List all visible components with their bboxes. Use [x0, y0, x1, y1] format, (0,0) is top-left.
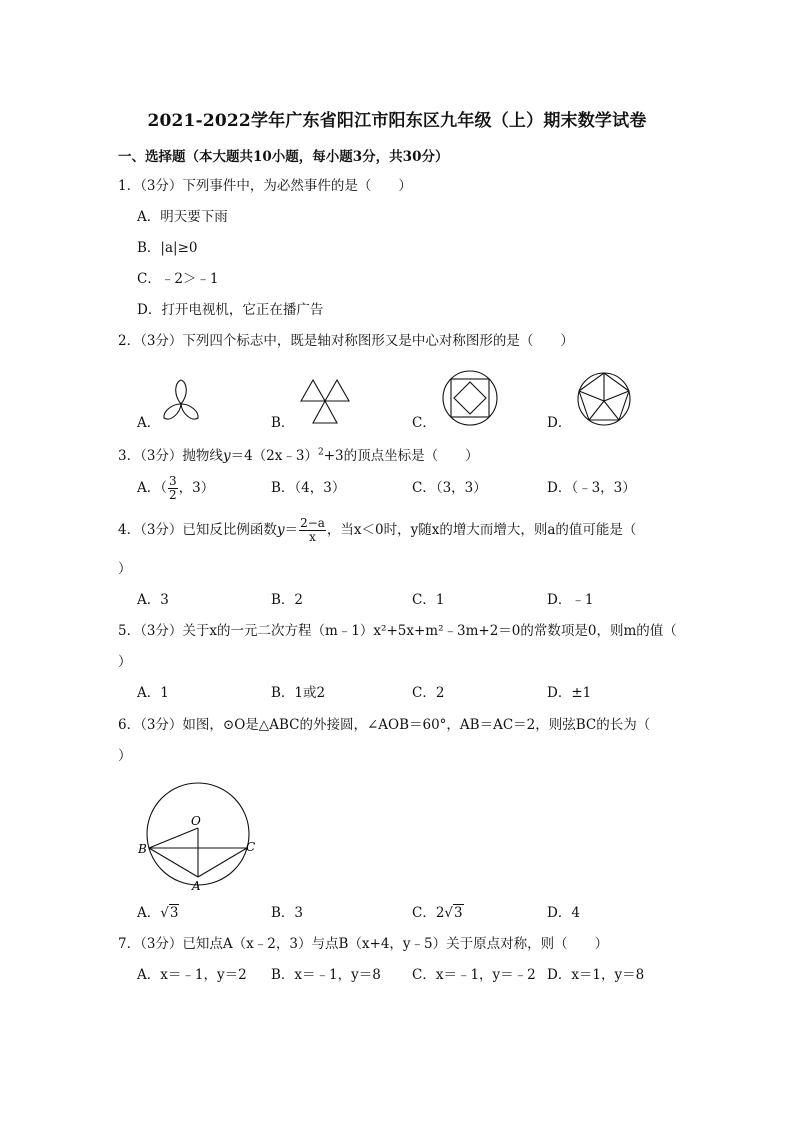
question-7-option-c: C．x＝﹣1，y＝﹣2 — [412, 967, 536, 983]
radicand: 3 — [454, 905, 463, 921]
question-3-option-d: D．（﹣3，3） — [547, 480, 636, 496]
fraction-numerator: 3 — [169, 474, 177, 488]
question-5-stem-continued: ） — [118, 654, 132, 670]
question-7-option-b: B．x＝﹣1，y＝8 — [271, 967, 381, 983]
label-o: O — [191, 814, 201, 828]
triangles-logo-figure — [299, 377, 351, 425]
question-4-option-c: C．1 — [412, 592, 445, 608]
question-5-stem: 5．（3分）关于x的一元二次方程（m﹣1）x²+5x+m²﹣3m+2＝0的常数项是0，则m的值（ — [118, 623, 677, 639]
question-4-stem-prefix: 4．（3分）已知反比例函数 — [118, 522, 277, 538]
label-b: B — [138, 842, 147, 856]
question-6-option-a — [137, 903, 179, 923]
fraction — [168, 475, 178, 502]
radicand: 3 — [169, 905, 179, 921]
question-4-option-a: A．3 — [137, 592, 169, 608]
question-5-option-a: A．1 — [137, 685, 169, 701]
question-6-option-d: D．4 — [547, 905, 580, 921]
option-c-prefix: C．2 — [412, 905, 445, 921]
option-a-prefix: A． — [137, 905, 161, 921]
question-3-stem-middle: ＝4（2x﹣3） — [230, 448, 318, 464]
question-1-option-d: D．打开电视机，它正在播广告 — [137, 302, 324, 318]
question-7-stem: 7．（3分）已知点A（x﹣2，3）与点B（x+4，y﹣5）关于原点对称，则（ ） — [118, 936, 609, 952]
fraction-numerator: 2−a — [300, 516, 325, 530]
question-5-option-c: C．2 — [412, 685, 445, 701]
label-a: A — [192, 879, 201, 893]
circle-pentagon-logo-figure — [575, 371, 633, 427]
sqrt-sign: √ — [160, 905, 169, 921]
circle-square-logo-figure — [441, 369, 499, 427]
fraction-denominator: 2 — [169, 488, 177, 502]
question-1-option-b: B．|a|≥0 — [137, 240, 198, 256]
question-6-option-c — [412, 903, 464, 923]
question-2-option-d: D． — [547, 415, 572, 431]
question-6-stem: 6．（3分）如图，⊙O是△ABC的外接圆，∠AOB＝60°，AB＝AC＝2，则弦BC的长为（ — [118, 717, 651, 733]
option-a-suffix: ，3） — [178, 480, 215, 496]
question-2-option-b: B． — [271, 415, 295, 431]
question-3-option-a — [137, 474, 214, 502]
option-a-prefix: A．（ — [137, 480, 167, 496]
question-1-option-a: A．明天要下雨 — [137, 209, 228, 225]
question-5-option-b: B．1或2 — [271, 685, 326, 701]
question-1-option-c: C．﹣2＞﹣1 — [137, 271, 219, 287]
question-3-stem-prefix: 3．（3分）抛物线 — [118, 448, 223, 464]
question-3-stem — [118, 446, 479, 466]
question-6-stem-continued: ） — [118, 748, 132, 764]
circle-triangle-diagram — [134, 780, 262, 896]
question-7-option-d: D．x＝1，y＝8 — [547, 967, 645, 983]
page-title: 2021-2022学年广东省阳江市阳东区九年级（上）期末数学试卷 — [147, 111, 647, 131]
question-2-stem: 2．（3分）下列四个标志中，既是轴对称图形又是中心对称图形的是（ ） — [118, 333, 574, 349]
trefoil-logo-figure — [160, 378, 202, 426]
question-7-option-a: A．x＝﹣1，y＝2 — [137, 967, 247, 983]
variable-y: y — [276, 522, 285, 538]
question-1-stem: 1．（3分）下列事件中，为必然事件的是（ ） — [118, 178, 412, 194]
label-c: C — [246, 840, 256, 854]
exponent: 2 — [317, 447, 324, 458]
question-4-option-d: D．﹣1 — [547, 592, 594, 608]
question-5-option-d: D．±1 — [547, 685, 592, 701]
question-6-option-b: B．3 — [271, 905, 304, 921]
question-4-option-b: B．2 — [271, 592, 304, 608]
question-2-option-c: C． — [412, 415, 436, 431]
question-3-option-b: B．（4，3） — [271, 480, 346, 496]
question-4-stem-continued: ） — [118, 561, 132, 577]
section-heading: 一、选择题（本大题共10小题，每小题3分，共30分） — [118, 149, 449, 165]
variable-y: y — [222, 448, 231, 464]
fraction — [299, 517, 326, 544]
question-4-stem-suffix: ，当x＜0时，y随x的增大而增大，则a的值可能是（ — [326, 522, 637, 538]
question-3-stem-suffix: +3的顶点坐标是（ ） — [323, 448, 479, 464]
fraction-denominator: x — [309, 530, 316, 544]
question-4-stem: 4．（3分）已知反比例函数y＝ $\frac{2-a}{x}$ ，当x＜0时，y随x的增大而增大，则a的值可能是（ — [118, 516, 637, 544]
question-3-option-c: C．（3，3） — [412, 480, 487, 496]
question-2-option-a: A． — [137, 415, 161, 431]
sqrt-sign: √ — [444, 905, 454, 921]
